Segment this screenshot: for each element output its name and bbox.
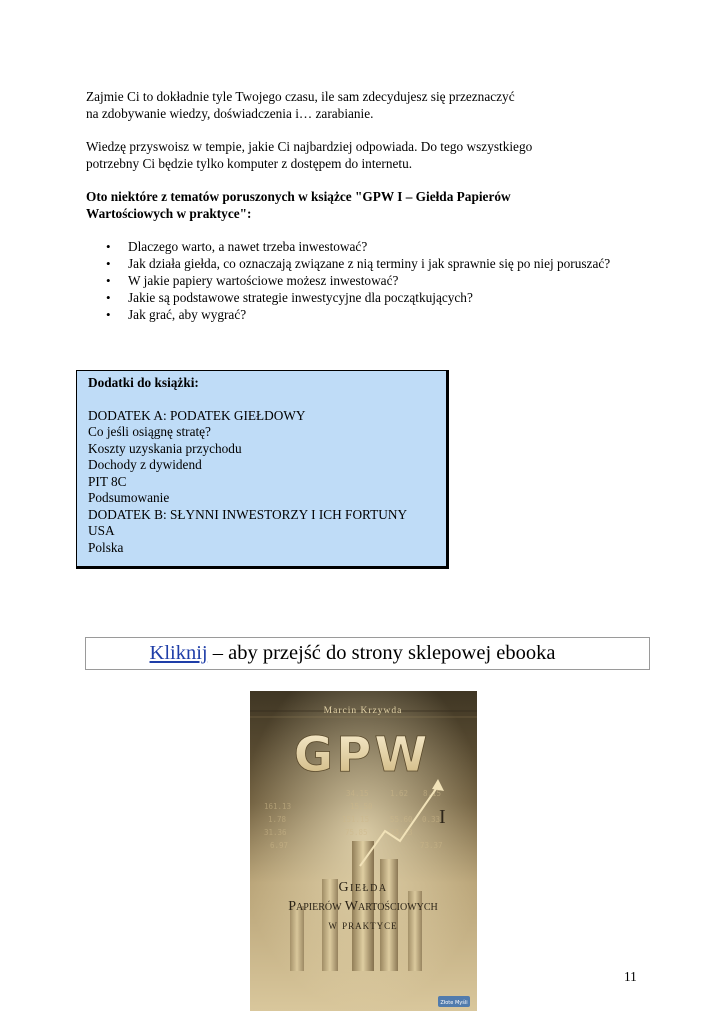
topics-heading-line: Wartościowych w praktyce": — [86, 206, 252, 221]
ticker-number: 31.36 — [264, 828, 287, 837]
addon-item: USA — [88, 523, 115, 538]
addon-item: PIT 8C — [88, 473, 127, 489]
ticker-number: 15.50 — [350, 802, 373, 811]
cover-subtitle-line: Giełda — [338, 880, 388, 895]
shop-link-box — [85, 637, 650, 670]
book-cover-art — [250, 691, 477, 1011]
paragraph-line: na zdobywanie wiedzy, doświadczenia i… zarabianie. — [86, 106, 374, 121]
paragraph-line: Wiedzę przyswoisz w tempie, jakie Ci najbardziej odpowiada. Do tego wszystkiego — [86, 139, 533, 154]
addon-item: Polska — [88, 539, 124, 555]
topics-heading-line: Oto niektóre z tematów poruszonych w książce "GPW I – Giełda Papierów — [86, 189, 511, 204]
ticker-number: 6.97 — [270, 841, 289, 850]
cover-author: Marcin Krzywda — [323, 706, 403, 716]
intro-paragraph-time — [86, 88, 646, 122]
ticker-number: 55.60 — [390, 815, 413, 824]
topic-item: • Dlaczego warto, a nawet trzeba inwestować? — [86, 238, 646, 255]
ticker-number: 1.78 — [268, 815, 287, 824]
cover-title-numeral: I — [439, 806, 446, 828]
addon-item: DODATEK B: SŁYNNI INWESTORZY I ICH FORTUNY — [88, 506, 408, 522]
addon-item: DODATEK A: PODATEK GIEŁDOWY — [88, 407, 306, 423]
cover-title: GPW — [293, 727, 431, 783]
cover-subtitle-line: Papierów Wartościowych — [288, 899, 438, 914]
ticker-number: 161.13 — [264, 802, 292, 811]
topic-item: • Jakie są podstawowe strategie inwestycyjne dla początkujących? — [86, 289, 646, 306]
ticker-number: 75.85 — [345, 828, 368, 837]
topic-item: • W jakie papiery wartościowe możesz inwestować? — [86, 272, 646, 289]
ticker-number: 1.62 — [390, 789, 409, 798]
book-cover[interactable] — [250, 691, 477, 1011]
addon-item: Co jeśli osiągnę stratę? — [88, 424, 211, 439]
ticker-number: 73.37 — [420, 841, 443, 850]
intro-paragraph-pace — [86, 138, 646, 172]
ticker-number: 34.15 — [346, 789, 369, 798]
topic-item: • Jak działa giełda, co oznaczają związane z nią terminy i jak sprawnie się po niej poruszać? — [86, 255, 646, 272]
addons-box — [76, 370, 449, 569]
ticker-number: 0.33 — [422, 815, 441, 824]
addons-title: Dodatki do książki: — [88, 375, 199, 390]
shop-link[interactable]: Kliknij — [149, 642, 208, 664]
topic-item: • Jak grać, aby wygrać? — [86, 306, 646, 323]
topics-heading — [86, 188, 646, 222]
ticker-number: 151.15 — [342, 815, 370, 824]
addon-item: Podsumowanie — [88, 490, 170, 505]
cover-subtitle-line: w praktyce — [328, 917, 398, 932]
ticker-number: 8.15 — [423, 789, 442, 798]
addon-item: Dochody z dywidend — [88, 457, 202, 472]
addon-item: Koszty uzyskania przychodu — [88, 440, 242, 456]
paragraph-line: potrzebny Ci będzie tylko komputer z dostępem do internetu. — [86, 156, 413, 171]
shop-link-caption: – aby przejść do strony sklepowej ebooka — [207, 642, 556, 664]
page-number: 11 — [624, 969, 637, 984]
ticker-number: 23.23 — [390, 828, 413, 837]
paragraph-line: Zajmie Ci to dokładnie tyle Twojego czasu, ile sam zdecydujesz się przeznaczyć — [86, 89, 515, 104]
topics-list — [86, 238, 646, 323]
publisher-logo: Złote Myśli — [440, 1000, 468, 1006]
